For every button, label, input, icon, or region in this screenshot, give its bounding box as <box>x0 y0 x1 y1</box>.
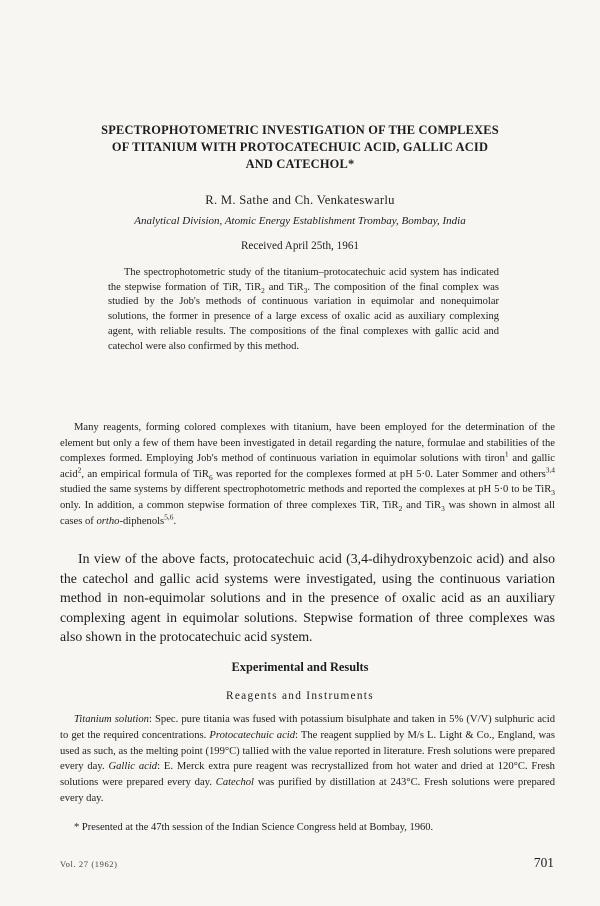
page-number: 701 <box>533 855 554 870</box>
footnote: * Presented at the 47th session of the Indian Science Congress held at Bombay, 1960. <box>74 822 434 833</box>
title-line-2: OF TITANIUM WITH PROTOCATECHUIC ACID, GALLIC ACID <box>111 140 489 154</box>
intro-paragraph: Many reagents, forming colored complexes with titanium, have been employed for the determination of the element but only a few of them have been investigated in detail regarding the nature, formulae and stabilities of the complexes formed. Employing Job's method of continuous variation in equimolar solutions with tiron$^1$ and gallic acid$^2$, an empirical formula of TiR$_6$ was reported for the complexes formed at pH 5·0. Later Sommer and others$^{3,4}$ studied the same systems by different spectrophotometric methods and reported the complexes at pH 5·0 to be TiR$_3$ only. In addition, a common stepwise formation of three complexes TiR, TiR$_2$ and TiR$_3$ was shown in almost all cases of ortho-diphenols$^{5,6}$. <box>60 422 555 527</box>
ref-1: 1 <box>504 449 509 459</box>
ref-2: 2 <box>77 465 82 475</box>
ref-3-4: 3,4 <box>545 465 555 475</box>
subsection-heading: Reagents and Instruments <box>226 690 374 702</box>
author-sathe: R. M. Sathe <box>205 193 269 207</box>
affiliation: Analytical Division, Atomic Energy Establishment Trombay, Bombay, India <box>134 215 466 227</box>
received-date: Received April 25th, 1961 <box>240 240 360 252</box>
author-venkateswarlu: Ch. Venkateswarlu <box>294 193 395 207</box>
title-line-3: AND CATECHOL* <box>245 157 355 171</box>
ref-5-6: 5,6 <box>164 512 174 522</box>
article-title <box>40 122 560 173</box>
author-conjunction: and <box>272 193 292 207</box>
body-paragraph: In view of the above facts, protocatechuic acid (3,4-dihydroxybenzoic acid) and also the catechol and gallic acid systems were investigated, using the continuous variation method in non-equimolar solutions and in the presence of oxalic acid as an auxiliary complexing agent in equimolar solutions. Stepwise formation of three complexes was also shown in the protocatechuic acid system. <box>60 551 555 645</box>
section-heading: Experimental and Results <box>231 660 369 674</box>
authors <box>0 193 600 208</box>
title-line-1: SPECTROPHOTOMETRIC INVESTIGATION OF THE COMPLEXES <box>101 123 499 137</box>
abstract: The spectrophotometric study of the titanium–protocatechuic acid system has indicated the stepwise formation of TiR, TiR$_2$ and TiR$_3$. The composition of the final complex was studied by the Job's methods of continuous variation in equimolar and nonequimolar solutions, the former in presence of a large excess of oxalic acid as auxiliary complexing agent, with reliable results. The compositions of the final complexes with gallic acid and catechol were also confirmed by this method. <box>108 267 499 352</box>
reagents-paragraph: Titanium solution: Spec. pure titania was fused with potassium bisulphate and taken in 5% (V/V) sulphuric acid to get the required concentrations. Protocatechuic acid: The reagent supplied by M/s L. Light & Co., England, was used as such, as the melting point (199°C) tallied with the value reported in literature. Fresh solutions were prepared every day. Gallic acid: E. Merck extra pure reagent was recrystallized from hot water and dried at 120°C. Fresh solutions were prepared every day. Catechol was purified by distillation at 243°C. Fresh solutions were prepared every day. <box>60 714 555 804</box>
volume-info: Vol. 27 (1962) <box>60 859 118 869</box>
